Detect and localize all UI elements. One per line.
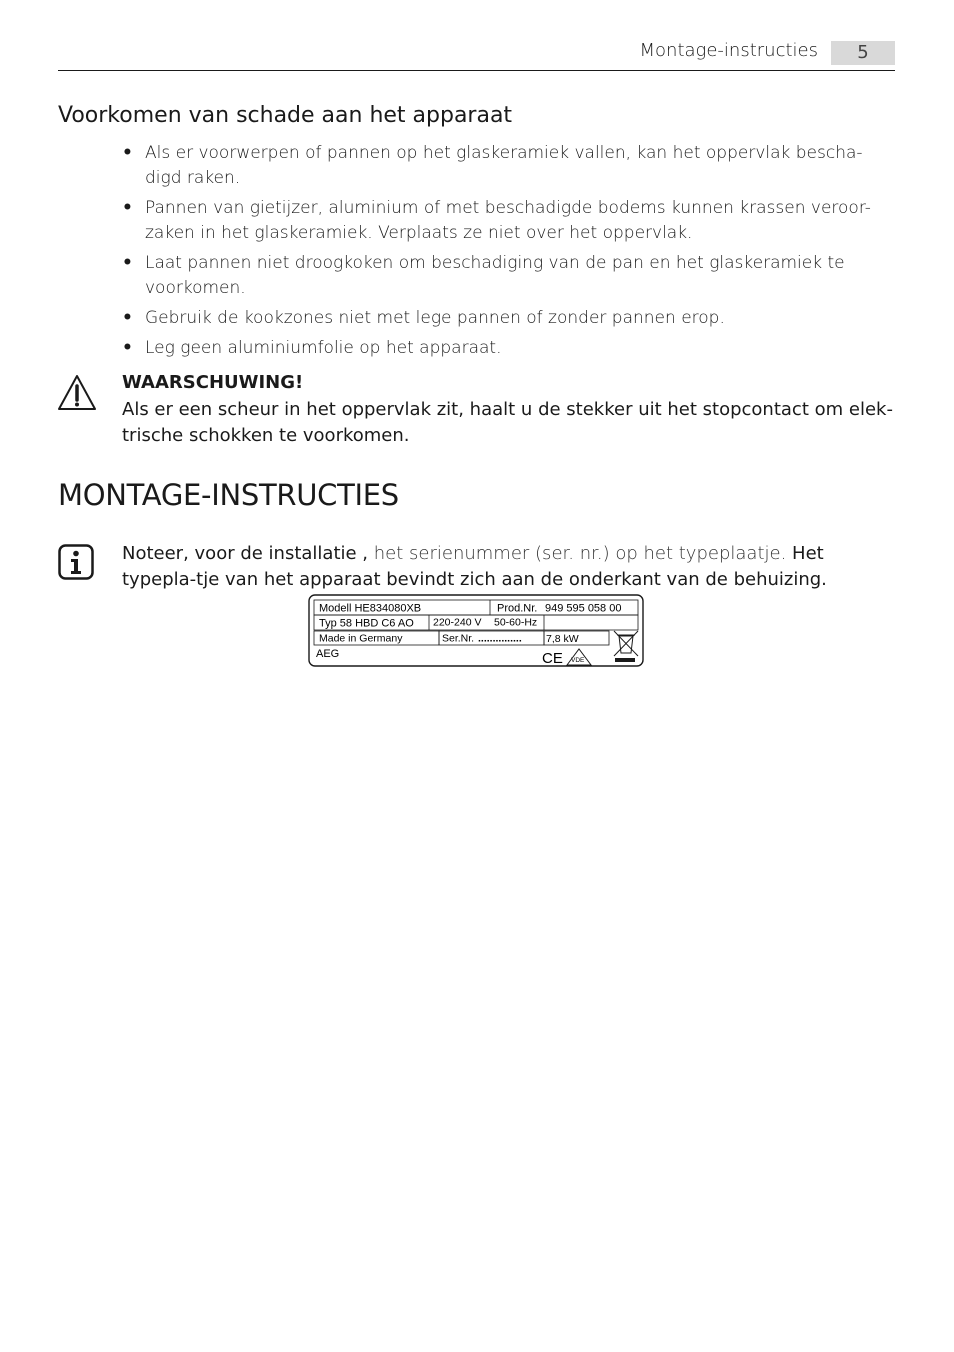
plate-ser-nr: ............... [478, 632, 522, 645]
page-number: 5 [831, 41, 895, 65]
page-title: MONTAGE-INSTRUCTIES [58, 478, 399, 512]
plate-vde: VDE [571, 657, 585, 664]
rating-plate [308, 594, 644, 667]
damage-bullet-list [122, 141, 892, 366]
plate-prod-nr: 949 595 058 00 [545, 602, 622, 615]
header-title: Montage-instructies [639, 40, 818, 61]
plate-frequency: 50-60-Hz [494, 616, 538, 629]
section-title: Voorkomen van schade aan het apparaat [58, 103, 513, 128]
vde-mark-icon [567, 649, 591, 665]
warning-triangle-icon [57, 374, 97, 412]
plate-type: Typ 58 HBD C6 AO [319, 617, 414, 630]
warning-title: WAARSCHUWING! [122, 372, 304, 393]
list-item: • Laat pannen niet droogkoken om beschadiging van de pan en het glaskeramiek te voorkomen. [122, 251, 892, 301]
plate-power: 7,8 kW [546, 633, 579, 645]
warning-text: Als er een scheur in het oppervlak zit, haalt u de stekker uit het stopcontact om elek-trische schokken te voorkomen. [122, 399, 893, 446]
plate-brand: AEG [316, 648, 340, 660]
plate-made-in: Made in Germany [319, 632, 403, 645]
info-text [122, 541, 897, 593]
list-item: • Leg geen aluminiumfolie op het apparaat. [122, 336, 892, 361]
plate-model: Modell HE834080XB [319, 602, 422, 615]
list-item: • Gebruik de kookzones niet met lege pannen of zonder pannen erop. [122, 306, 892, 331]
header-rule [58, 70, 895, 71]
plate-voltage: 220-240 V [433, 616, 482, 629]
plate-prod-nr-label: Prod.Nr. [497, 602, 538, 615]
info-lead: Noteer, voor de installatie , [122, 543, 369, 564]
list-item: • Als er voorwerpen of pannen op het glaskeramiek vallen, kan het oppervlak bescha-digd raken. [122, 141, 892, 191]
weee-bin-icon [614, 631, 638, 662]
plate-ser-nr-label: Ser.Nr. [442, 632, 475, 645]
info-icon [58, 544, 94, 580]
info-middle: het serienummer (ser. nr.) op het typeplaatje. [368, 543, 787, 564]
ce-mark-icon: CE [542, 650, 563, 667]
list-item: • Pannen van gietijzer, aluminium of met beschadigde bodems kunnen krassen veroor-zaken in het glaskeramiek. Verplaats ze niet over het oppervlak. [122, 196, 892, 246]
info-tail: Het typepla-tje van het apparaat bevindt zich aan de onderkant van de behuizing. [122, 543, 827, 590]
